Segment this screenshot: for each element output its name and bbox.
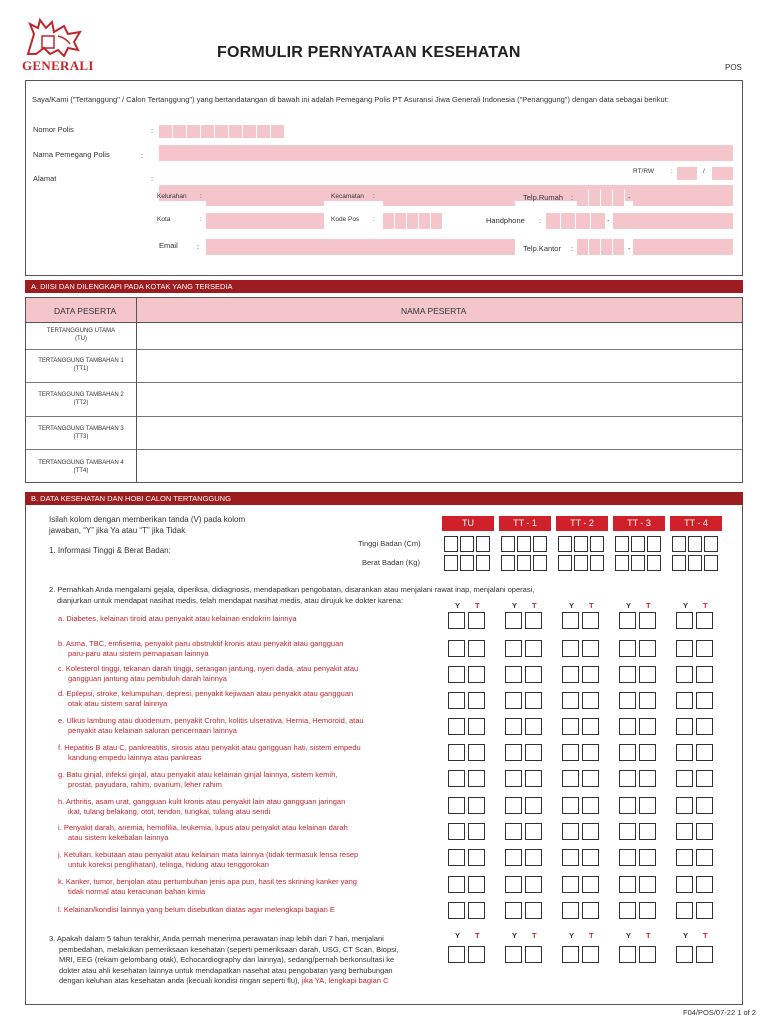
answer-checkbox-no[interactable] <box>696 946 713 963</box>
dash: - <box>628 244 631 253</box>
label-kelurahan: Kelurahan <box>157 193 187 200</box>
yes-label: Y <box>512 931 518 940</box>
kecamatan-input[interactable] <box>383 190 515 206</box>
answer-checkbox-yes[interactable] <box>448 612 465 629</box>
colon: : <box>373 216 375 223</box>
health-question-item: h. Arthritis, asam urat, gangguan kulit kronis atau penyakit lain atau gangguan jaringan ikat, tulang belakang, otot, tendon, tungkai, tulang atau sendi <box>58 797 346 816</box>
nama-peserta-tt1-input[interactable] <box>137 351 742 383</box>
answer-checkbox-yes[interactable] <box>676 640 693 657</box>
answer-checkbox-yes[interactable] <box>562 823 579 840</box>
answer-checkbox-yes[interactable] <box>619 666 636 683</box>
height-weight-digit-box[interactable] <box>688 555 702 571</box>
answer-checkbox-yes[interactable] <box>619 770 636 787</box>
label-tinggi: Tinggi Badan (Cm) <box>358 539 421 548</box>
answer-checkbox-yes[interactable] <box>448 946 465 963</box>
label-kota: Kota <box>157 216 171 223</box>
answer-checkbox-no[interactable] <box>468 612 485 629</box>
participant-table <box>25 297 743 483</box>
answer-checkbox-yes[interactable] <box>448 902 465 919</box>
yes-label: Y <box>455 931 461 940</box>
answer-checkbox-no[interactable] <box>696 666 713 683</box>
answer-checkbox-no[interactable] <box>468 823 485 840</box>
answer-checkbox-yes[interactable] <box>619 640 636 657</box>
answer-checkbox-yes[interactable] <box>676 823 693 840</box>
colon: : <box>571 193 574 202</box>
answer-checkbox-yes[interactable] <box>619 744 636 761</box>
colon: : <box>200 193 202 200</box>
answer-checkbox-yes[interactable] <box>505 744 522 761</box>
answer-checkbox-no[interactable] <box>639 744 656 761</box>
col-tt3: TT - 3 <box>613 516 665 531</box>
no-label: T <box>646 601 651 610</box>
answer-checkbox-no[interactable] <box>468 902 485 919</box>
answer-checkbox-no[interactable] <box>525 770 542 787</box>
footer-code: F04/POS/07-22 1 of 2 <box>683 1008 756 1017</box>
answer-checkbox-no[interactable] <box>582 692 599 709</box>
height-weight-digit-box[interactable] <box>631 555 645 571</box>
height-weight-digit-box[interactable] <box>590 536 604 552</box>
q1-label: 1. Informasi Tinggi & Berat Badan: <box>49 546 171 555</box>
no-label: T <box>532 931 537 940</box>
health-question-item: e. Ulkus lambung atau duodenum, penyakit Crohn, kolitis ulserativa, Hernia, Hemoroid, atau penyakit atau kelainan saluran pencernaan lainnya <box>58 716 364 735</box>
answer-checkbox-no[interactable] <box>525 666 542 683</box>
answer-checkbox-yes[interactable] <box>676 744 693 761</box>
answer-checkbox-yes[interactable] <box>562 640 579 657</box>
answer-checkbox-no[interactable] <box>639 823 656 840</box>
col-tt2: TT - 2 <box>556 516 608 531</box>
nama-pemegang-input[interactable] <box>159 145 733 161</box>
nama-peserta-tt2-input[interactable] <box>137 384 742 417</box>
answer-checkbox-no[interactable] <box>582 876 599 893</box>
rt-input[interactable] <box>677 167 697 180</box>
height-weight-digit-box[interactable] <box>460 536 474 552</box>
answer-checkbox-no[interactable] <box>582 640 599 657</box>
answer-checkbox-yes[interactable] <box>448 770 465 787</box>
kelurahan-input[interactable] <box>206 190 324 206</box>
answer-checkbox-yes[interactable] <box>505 640 522 657</box>
dash: - <box>607 216 610 225</box>
answer-checkbox-no[interactable] <box>582 902 599 919</box>
colon: : <box>671 168 673 175</box>
answer-checkbox-yes[interactable] <box>619 612 636 629</box>
answer-checkbox-yes[interactable] <box>505 692 522 709</box>
answer-checkbox-no[interactable] <box>525 876 542 893</box>
height-weight-digit-box[interactable] <box>704 555 718 571</box>
height-weight-digit-box[interactable] <box>444 555 458 571</box>
answer-checkbox-no[interactable] <box>525 744 542 761</box>
yes-label: Y <box>683 601 689 610</box>
row-label: TERTANGGUNG UTAMA (TU) <box>46 328 116 342</box>
answer-checkbox-no[interactable] <box>639 946 656 963</box>
kota-input[interactable] <box>206 213 324 229</box>
height-weight-digit-box[interactable] <box>501 555 515 571</box>
answer-checkbox-no[interactable] <box>525 640 542 657</box>
health-question-item: j. Ketulian, kebutaan atau penyakit atau kelainan mata lainnya (tidak termasuk lensa resep untuk koreksi penglihatan), telinga, hidung atau tenggorokan <box>58 850 359 869</box>
answer-checkbox-yes[interactable] <box>562 692 579 709</box>
height-weight-digit-box[interactable] <box>444 536 458 552</box>
answer-checkbox-no[interactable] <box>582 666 599 683</box>
email-input[interactable] <box>206 239 515 255</box>
section-a-title: A. DIISI DAN DILENGKAPI PADA KOTAK YANG TERSEDIA <box>25 280 743 293</box>
rw-input[interactable] <box>712 167 733 180</box>
answer-checkbox-no[interactable] <box>639 692 656 709</box>
yes-label: Y <box>683 931 689 940</box>
no-label: T <box>646 931 651 940</box>
height-weight-digit-box[interactable] <box>615 555 629 571</box>
yes-label: Y <box>512 601 518 610</box>
height-weight-digit-box[interactable] <box>647 555 661 571</box>
answer-checkbox-yes[interactable] <box>619 797 636 814</box>
height-weight-digit-box[interactable] <box>672 555 686 571</box>
answer-checkbox-yes[interactable] <box>676 666 693 683</box>
answer-checkbox-no[interactable] <box>525 902 542 919</box>
answer-checkbox-yes[interactable] <box>562 770 579 787</box>
health-question-item: c. Kolesterol tinggi, tekanan darah tinggi, serangan jantung, nyeri dada, atau penyakit atau gangguan jantung atau pembuluh darah lainnya <box>58 664 359 683</box>
col-nama-peserta: NAMA PESERTA <box>401 306 467 316</box>
row-label: TERTANGGUNG TAMBAHAN 3 (TT3) <box>38 426 124 440</box>
height-weight-digit-box[interactable] <box>574 536 588 552</box>
answer-checkbox-yes[interactable] <box>562 612 579 629</box>
answer-checkbox-no[interactable] <box>468 946 485 963</box>
col-tu: TU <box>442 516 494 531</box>
answer-checkbox-yes[interactable] <box>676 902 693 919</box>
colon: : <box>151 174 154 183</box>
answer-checkbox-yes[interactable] <box>619 849 636 866</box>
yes-label: Y <box>626 931 632 940</box>
no-label: T <box>532 601 537 610</box>
health-question-item: i. Penyakit darah, anemia, hemofilia, leukemia, lupus atau penyakit atau kelainan darah atau sistem kekebalan lainnya <box>58 823 348 842</box>
colon: : <box>373 193 375 200</box>
height-weight-digit-box[interactable] <box>574 555 588 571</box>
height-weight-digit-box[interactable] <box>460 555 474 571</box>
nama-peserta-tu-input[interactable] <box>137 324 742 350</box>
yes-label: Y <box>626 601 632 610</box>
answer-checkbox-no[interactable] <box>468 849 485 866</box>
answer-checkbox-no[interactable] <box>468 770 485 787</box>
telp-kantor-input[interactable] <box>633 239 733 255</box>
answer-checkbox-no[interactable] <box>639 797 656 814</box>
answer-checkbox-no[interactable] <box>696 797 713 814</box>
answer-checkbox-yes[interactable] <box>562 718 579 735</box>
answer-checkbox-yes[interactable] <box>562 946 579 963</box>
answer-checkbox-yes[interactable] <box>676 797 693 814</box>
colon: : <box>141 151 144 160</box>
answer-checkbox-yes[interactable] <box>619 946 636 963</box>
answer-checkbox-yes[interactable] <box>448 849 465 866</box>
answer-checkbox-yes[interactable] <box>676 770 693 787</box>
health-question-item: b. Asma, TBC, emfisema, penyakit paru obstruktif kronis atau penyakit atau gangguan paru-paru atau sistem pernapasan lainnya <box>58 639 344 658</box>
answer-checkbox-yes[interactable] <box>448 640 465 657</box>
answer-checkbox-no[interactable] <box>582 770 599 787</box>
answer-checkbox-yes[interactable] <box>562 666 579 683</box>
answer-checkbox-no[interactable] <box>696 876 713 893</box>
height-weight-digit-box[interactable] <box>704 536 718 552</box>
instruction: Isilah kolom dengan memberikan tanda (V) pada kolom jawaban, “Y” jika Ya atau “T” jika Tidak <box>49 515 246 535</box>
answer-checkbox-no[interactable] <box>639 718 656 735</box>
answer-checkbox-no[interactable] <box>468 744 485 761</box>
no-label: T <box>475 931 480 940</box>
row-label: TERTANGGUNG TAMBAHAN 1 (TT1) <box>38 358 124 372</box>
height-weight-digit-box[interactable] <box>517 555 531 571</box>
label-handphone: Handphone <box>486 216 525 225</box>
answer-checkbox-yes[interactable] <box>676 692 693 709</box>
answer-checkbox-yes[interactable] <box>562 876 579 893</box>
height-weight-digit-box[interactable] <box>533 536 547 552</box>
answer-checkbox-no[interactable] <box>525 718 542 735</box>
answer-checkbox-no[interactable] <box>582 718 599 735</box>
colon: : <box>151 126 154 135</box>
answer-checkbox-yes[interactable] <box>562 902 579 919</box>
brand-name: GENERALI <box>22 58 94 73</box>
answer-checkbox-no[interactable] <box>525 692 542 709</box>
answer-checkbox-yes[interactable] <box>505 612 522 629</box>
answer-checkbox-yes[interactable] <box>619 876 636 893</box>
answer-checkbox-yes[interactable] <box>448 718 465 735</box>
form-code: POS <box>725 63 742 72</box>
label-telp-rumah: Telp.Rumah <box>523 193 564 202</box>
answer-checkbox-yes[interactable] <box>619 692 636 709</box>
answer-checkbox-no[interactable] <box>525 797 542 814</box>
health-question-item: d. Epilepsi, stroke, kelumpuhan, depresi, penyakit kejiwaan atau penyakit atau gangguan otak atau sistem saraf lainnya <box>58 689 354 708</box>
answer-checkbox-yes[interactable] <box>505 849 522 866</box>
health-question-item: k. Kanker, tumor, benjolan atau pertumbuhan jenis apa pun, hasil tes skrining kanker yang tidak normal atau keracunan bahan kimia <box>58 877 357 896</box>
no-label: T <box>589 601 594 610</box>
answer-checkbox-no[interactable] <box>525 849 542 866</box>
answer-checkbox-no[interactable] <box>468 640 485 657</box>
col-tt4: TT - 4 <box>670 516 722 531</box>
handphone-input[interactable] <box>613 213 733 229</box>
answer-checkbox-no[interactable] <box>582 823 599 840</box>
answer-checkbox-no[interactable] <box>696 718 713 735</box>
answer-checkbox-yes[interactable] <box>676 718 693 735</box>
answer-checkbox-yes[interactable] <box>448 823 465 840</box>
height-weight-digit-box[interactable] <box>517 536 531 552</box>
answer-checkbox-no[interactable] <box>582 744 599 761</box>
height-weight-digit-box[interactable] <box>688 536 702 552</box>
no-label: T <box>589 931 594 940</box>
height-weight-digit-box[interactable] <box>533 555 547 571</box>
health-question-item: a. Diabetes, kelainan tiroid atau penyakit atau kelainan endokrin lainnya <box>58 614 297 623</box>
no-label: T <box>703 601 708 610</box>
dash: - <box>628 193 631 202</box>
no-label: T <box>703 931 708 940</box>
answer-checkbox-yes[interactable] <box>619 823 636 840</box>
yes-label: Y <box>569 931 575 940</box>
answer-checkbox-no[interactable] <box>582 612 599 629</box>
answer-checkbox-no[interactable] <box>468 797 485 814</box>
answer-checkbox-no[interactable] <box>525 823 542 840</box>
colon: : <box>200 216 202 223</box>
answer-checkbox-yes[interactable] <box>562 744 579 761</box>
section-b-title: B. DATA KESEHATAN DAN HOBI CALON TERTANGGUNG <box>25 492 743 505</box>
answer-checkbox-yes[interactable] <box>448 876 465 893</box>
nama-peserta-tt3-input[interactable] <box>137 418 742 450</box>
answer-checkbox-yes[interactable] <box>505 718 522 735</box>
answer-checkbox-yes[interactable] <box>505 797 522 814</box>
nama-peserta-tt4-input[interactable] <box>137 451 742 482</box>
telp-rumah-input[interactable] <box>633 190 733 206</box>
height-weight-digit-box[interactable] <box>476 536 490 552</box>
label-email: Email <box>159 241 178 250</box>
answer-checkbox-no[interactable] <box>525 612 542 629</box>
yes-label: Y <box>569 601 575 610</box>
yes-label: Y <box>455 601 461 610</box>
colon: : <box>571 244 574 253</box>
label-nomor-polis: Nomor Polis <box>33 125 74 134</box>
height-weight-digit-box[interactable] <box>558 536 572 552</box>
answer-checkbox-no[interactable] <box>582 946 599 963</box>
answer-checkbox-no[interactable] <box>468 692 485 709</box>
label-kode-pos: Kode Pos <box>331 216 360 223</box>
label-berat: Berat Badan (Kg) <box>362 558 420 567</box>
answer-checkbox-yes[interactable] <box>505 902 522 919</box>
answer-checkbox-yes[interactable] <box>562 797 579 814</box>
answer-checkbox-yes[interactable] <box>448 744 465 761</box>
answer-checkbox-yes[interactable] <box>448 797 465 814</box>
answer-checkbox-no[interactable] <box>468 666 485 683</box>
height-weight-digit-box[interactable] <box>476 555 490 571</box>
answer-checkbox-no[interactable] <box>696 640 713 657</box>
answer-checkbox-yes[interactable] <box>676 849 693 866</box>
height-weight-digit-box[interactable] <box>672 536 686 552</box>
table-header <box>26 298 742 323</box>
row-label: TERTANGGUNG TAMBAHAN 4 (TT4) <box>38 460 124 474</box>
colon: : <box>539 216 542 225</box>
answer-checkbox-no[interactable] <box>696 770 713 787</box>
answer-checkbox-no[interactable] <box>468 876 485 893</box>
health-question-item: g. Batu ginjal, infeksi ginjal, atau penyakit atau kelainan ginjal lainnya, sistem kemih, prostat, payudara, rahim, ovarium, leher rahim <box>58 770 338 789</box>
answer-checkbox-yes[interactable] <box>619 902 636 919</box>
row-label: TERTANGGUNG TAMBAHAN 2 (TT2) <box>38 392 124 406</box>
label-nama-pemegang: Nama Pemegang Polis <box>33 150 110 159</box>
answer-checkbox-yes[interactable] <box>505 770 522 787</box>
answer-checkbox-yes[interactable] <box>448 692 465 709</box>
answer-checkbox-no[interactable] <box>696 902 713 919</box>
answer-checkbox-yes[interactable] <box>562 849 579 866</box>
answer-checkbox-yes[interactable] <box>676 612 693 629</box>
label-telp-kantor: Telp.Kantor <box>523 244 561 253</box>
height-weight-digit-box[interactable] <box>558 555 572 571</box>
height-weight-digit-box[interactable] <box>501 536 515 552</box>
height-weight-digit-box[interactable] <box>647 536 661 552</box>
answer-checkbox-no[interactable] <box>639 876 656 893</box>
answer-checkbox-no[interactable] <box>696 823 713 840</box>
answer-checkbox-no[interactable] <box>639 666 656 683</box>
answer-checkbox-no[interactable] <box>639 849 656 866</box>
answer-checkbox-no[interactable] <box>696 612 713 629</box>
answer-checkbox-no[interactable] <box>582 849 599 866</box>
page-title: FORMULIR PERNYATAAN KESEHATAN <box>217 44 521 61</box>
answer-checkbox-yes[interactable] <box>676 876 693 893</box>
label-kecamatan: Kecamatan <box>331 193 364 200</box>
intro-text: Saya/Kami ("Tertanggung" / Calon Tertanggung") yang bertandatangan di bawah ini adalah Pemegang Polis PT Asuransi Jiwa Generali Indonesia ("Penanggung") dengan data sebagai berikut: <box>32 95 669 104</box>
answer-checkbox-no[interactable] <box>582 797 599 814</box>
health-question-item: f. Hepatitis B atau C, pankreatitis, sirosis atau penyakit atau gangguan hati, sistem empedu kandung empedu lainnya atau pankreas <box>58 743 361 762</box>
answer-checkbox-no[interactable] <box>639 640 656 657</box>
no-label: T <box>475 601 480 610</box>
q2-text: 2. Pernahkah Anda mengalami gejala, diperiksa, didiagnosis, mendapatkan pengobatan, disarankan atau menjalani rawat inap, menjalani operasi, dianjurkan untuk mendapat nasihat medis, telah mendapat nasihat medis, atau dirujuk ke dokter karena: <box>49 585 535 605</box>
generali-lion-logo <box>24 14 84 58</box>
answer-checkbox-no[interactable] <box>639 612 656 629</box>
answer-checkbox-no[interactable] <box>525 946 542 963</box>
height-weight-digit-box[interactable] <box>590 555 604 571</box>
q3-text: 3. Apakah dalam 5 tahun terakhir, Anda pernah menerima perawatan inap lebih dari 7 hari, menjalani pembedahan, melakukan pemeriksaan kesehatan (seperti pemeriksaan darah, USG, CT Scan, Biopsi, MRI, EEG (rekam gelombang otak), Echocardiography dan lainnya), sedang/pernah berkonsultasi ke dokter atau ahli kesehatan lainnya untuk mendapatkan nasehat atau pengobatan yang berhubungan dengan keluhan atas kesehatan anda (kecuali kondisi ringan seperti flu), jika YA, lengkapi bagian C <box>49 934 399 985</box>
answer-checkbox-yes[interactable] <box>505 823 522 840</box>
answer-checkbox-yes[interactable] <box>448 666 465 683</box>
answer-checkbox-no[interactable] <box>639 770 656 787</box>
answer-checkbox-no[interactable] <box>468 718 485 735</box>
col-data-peserta: DATA PESERTA <box>54 306 117 316</box>
label-alamat: Alamat <box>33 174 57 183</box>
answer-checkbox-no[interactable] <box>696 744 713 761</box>
answer-checkbox-no[interactable] <box>639 902 656 919</box>
answer-checkbox-yes[interactable] <box>505 876 522 893</box>
health-question-item: l. Kelainan/kondisi lainnya yang belum disebutkan diatas agar melengkapi bagian E <box>58 905 335 914</box>
height-weight-digit-box[interactable] <box>615 536 629 552</box>
answer-checkbox-yes[interactable] <box>505 666 522 683</box>
col-tt1: TT - 1 <box>499 516 551 531</box>
slash: / <box>703 168 705 175</box>
label-rt-rw: RT/RW <box>633 168 655 175</box>
answer-checkbox-no[interactable] <box>696 849 713 866</box>
answer-checkbox-yes[interactable] <box>505 946 522 963</box>
answer-checkbox-yes[interactable] <box>676 946 693 963</box>
answer-checkbox-yes[interactable] <box>619 718 636 735</box>
colon: : <box>197 242 200 251</box>
answer-checkbox-no[interactable] <box>696 692 713 709</box>
height-weight-digit-box[interactable] <box>631 536 645 552</box>
